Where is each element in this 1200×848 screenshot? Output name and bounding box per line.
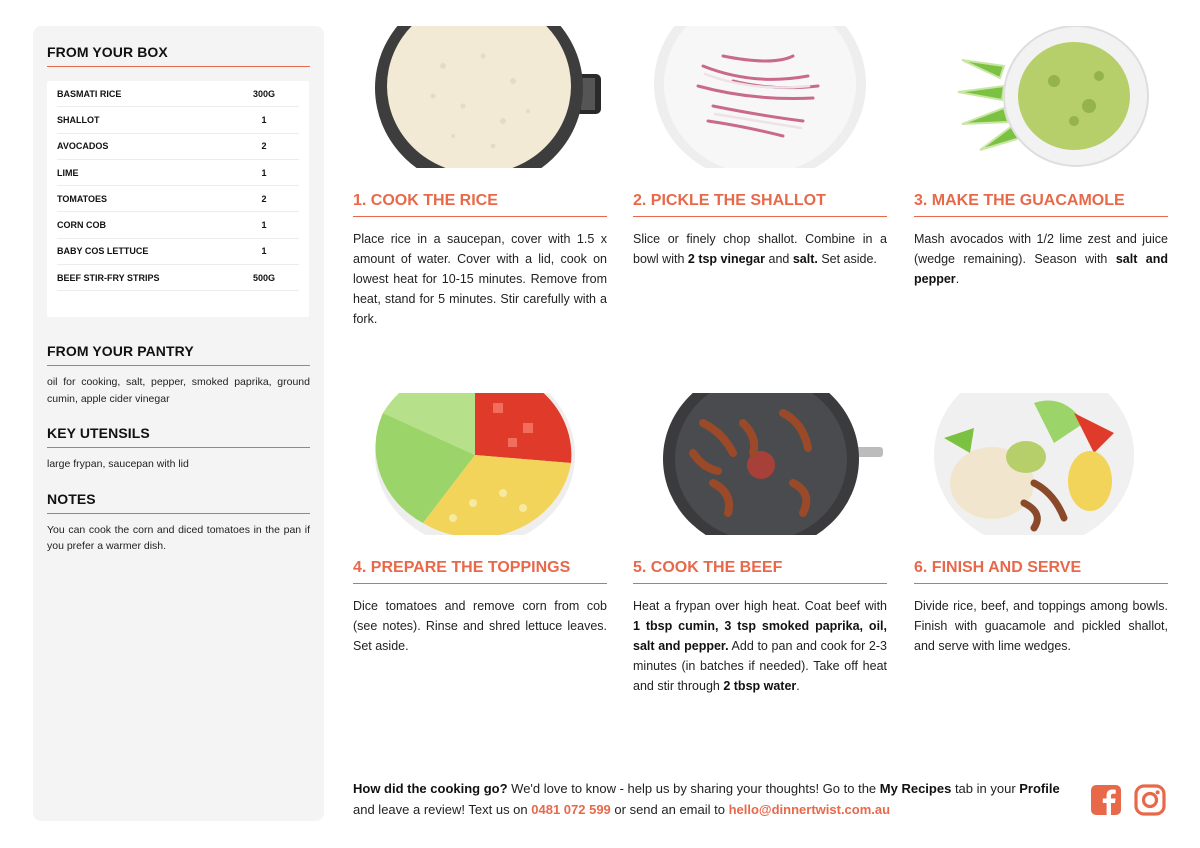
rice-pot-photo [353,26,607,168]
text-segment: Slice or finely chop shallot. Combine in a bowl with [633,232,887,266]
finished-bowl-photo [914,393,1168,535]
beef-frypan-photo [633,393,887,535]
ingredient-name: CORN COB [57,220,106,231]
notes-text: You can cook the corn and diced tomatoes in the pan if you prefer a warmer dish. [47,523,310,552]
ingredient-qty: 2 [261,141,267,152]
feedback-footer [353,778,1073,820]
text-segment: 2 tbsp water [723,679,797,693]
text-segment: or send an email to [610,802,729,817]
ingredient-row [57,212,299,238]
ingredient-row [57,134,299,160]
text-segment: 2 tsp vinegar [687,252,766,266]
ingredient-qty: 1 [261,167,267,178]
ingredient-row [57,107,299,133]
text-segment: salt. [792,252,818,266]
guacamole-photo [914,26,1168,168]
step-body [633,596,887,696]
toppings-photo [353,393,607,535]
step-3 [914,26,1168,289]
text-segment: How did the cooking go? [353,781,508,796]
step-title: 6. FINISH AND SERVE [914,559,1168,584]
box-title: FROM YOUR BOX [47,44,310,67]
ingredient-name: SHALLOT [57,114,100,125]
step-1 [353,26,607,329]
text-segment: and leave a review! Text us on [353,802,532,817]
pantry-text: oil for cooking, salt, pepper, smoked paprika, ground cumin, apple cider vinegar [47,376,310,405]
contact-link[interactable]: 0481 072 599 [531,802,611,817]
ingredient-row [57,81,299,107]
ingredient-row [57,160,299,186]
step-6 [914,393,1168,656]
social-links [1090,784,1166,816]
ingredient-name: BABY COS LETTUCE [57,246,149,257]
text-segment: tab in your [951,781,1020,796]
step-5 [633,393,887,696]
ingredient-name: AVOCADOS [57,141,109,152]
text-segment: Set aside. [817,252,877,266]
text-segment: 1 tbsp cumin, 3 tsp smoked paprika, oil, salt and pepper. [633,619,887,653]
ingredient-qty: 500G [252,272,276,283]
ingredient-qty: 2 [261,193,267,204]
ingredient-row [57,265,299,291]
utensils-text: large frypan, saucepan with lid [47,458,189,470]
step-body [914,596,1168,656]
step-title: 3. MAKE THE GUACAMOLE [914,192,1168,217]
step-title: 1. COOK THE RICE [353,192,607,217]
ingredient-name: BEEF STIR-FRY STRIPS [57,272,160,283]
ingredient-qty: 300G [252,88,276,99]
ingredient-name: BASMATI RICE [57,88,122,99]
ingredient-row [57,239,299,265]
notes-title: NOTES [47,491,310,514]
text-segment: Heat a frypan over high heat. Coat beef with [633,599,887,613]
ingredients-sidebar [33,26,324,821]
ingredient-row-empty [57,291,299,317]
step-4 [353,393,607,656]
text-segment: . [796,679,800,693]
contact-link[interactable]: hello@dinnertwist.com.au [728,802,891,817]
step-body [353,596,607,656]
ingredient-name: TOMATOES [57,193,108,204]
utensils-title: KEY UTENSILS [47,425,310,448]
ingredient-qty: 1 [261,114,267,125]
text-segment: and [765,252,793,266]
step-title: 4. PREPARE THE TOPPINGS [353,559,607,584]
text-segment: salt and pepper [914,252,1168,286]
text-segment: Place rice in a saucepan, cover with 1.5 x amount of water. Cover with a lid, cook on lowest heat for 10-15 minutes. Remove from heat, stand for 5 minutes. Stir carefully with a fork. [353,232,607,326]
step-body [914,229,1168,289]
text-segment: . [955,272,960,286]
text-segment: Add to pan and cook for 2-3 minutes (in batches if needed). Take off heat and stir through [633,639,887,693]
ingredient-name: LIME [57,167,79,178]
step-title: 5. COOK THE BEEF [633,559,887,584]
ingredient-row [57,186,299,212]
text-segment: Divide rice, beef, and toppings among bowls. Finish with guacamole and pickled shallot, and serve with lime wedges. [914,599,1168,653]
step-title: 2. PICKLE THE SHALLOT [633,192,887,217]
step-2 [633,26,887,269]
pantry-title: FROM YOUR PANTRY [47,343,310,366]
ingredient-qty: 1 [261,220,267,231]
text-segment: We'd love to know - help us by sharing your thoughts! Go to the [507,781,880,796]
text-segment: Dice tomatoes and remove corn from cob (see notes). Rinse and shred lettuce leaves. Set aside. [353,599,607,653]
pickled-shallot-photo [633,26,887,168]
box-ingredients-table [47,81,309,317]
facebook-icon[interactable] [1090,784,1122,816]
ingredient-qty: 1 [261,246,267,257]
text-segment: Mash avocados with 1/2 lime zest and juice (wedge remaining). Season with [914,232,1168,266]
text-segment: My Recipes [879,781,952,796]
step-body [633,229,887,269]
step-body [353,229,607,329]
instagram-icon[interactable] [1134,784,1166,816]
text-segment: Profile [1019,781,1060,796]
